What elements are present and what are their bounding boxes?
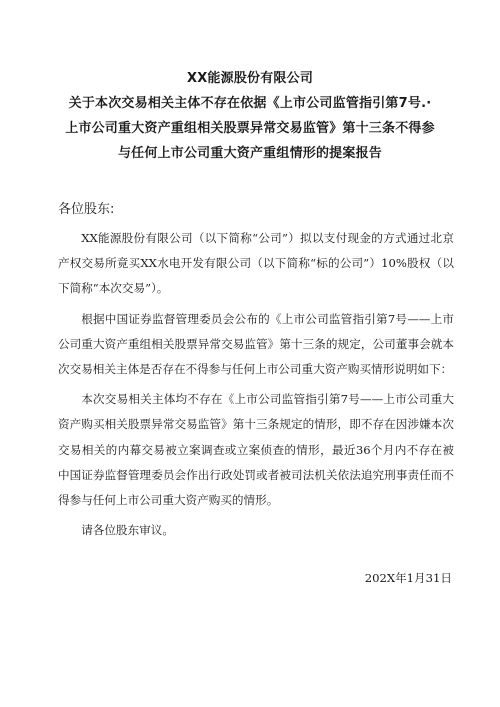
document-body [58, 226, 454, 543]
document-title [40, 66, 460, 166]
closing-request: 请各位股东审议。 [81, 523, 174, 538]
paragraph-statement: 本次交易相关主体均不存在《上市公司监管指引第7号——上市公司重大资产购买相关股票异常交易监管》第十三条规定的情形，即不存在因涉嫌本次交易相关的内幕交易被立案调查或立案侦查的情形，最近36个月内不存在被中国证券监督管理委员会作出行政处罚或者被司法机关依法追究刑事责任而不得参与任何上市公司重大资产购买的情形。 [58, 392, 454, 508]
salutation: 各位股东: [58, 202, 115, 217]
company-name: XX能源股份有限公司 [186, 71, 314, 86]
paragraph-transaction-summary: XX能源股份有限公司（以下简称“公司”）拟以支付现金的方式通过北京产权交易所竟买XX水电开发有限公司（以下简称“标的公司”）10%股权（以下简称“本次交易”）。 [58, 231, 454, 296]
title-line-4: 与任何上市公司重大资产重组情形的提案报告 [117, 146, 382, 161]
paragraph-regulatory-basis: 根据中国证券监督管理委员会公布的《上市公司监管指引第7号——上市公司重大资产重组相关股票异常交易监管》第十三条的规定，公司董事会就本次交易相关主体是否存在不得参与任何上市公司重大资产购买情形说明如下： [58, 311, 454, 377]
title-line-2: 关于本次交易相关主体不存在依据《上市公司监管指引第7号.· [68, 96, 432, 111]
document-date: 202X年1月31日 [364, 571, 452, 585]
title-line-3: 上市公司重大资产重组相关股票异常交易监管》第十三条不得参 [65, 121, 435, 136]
